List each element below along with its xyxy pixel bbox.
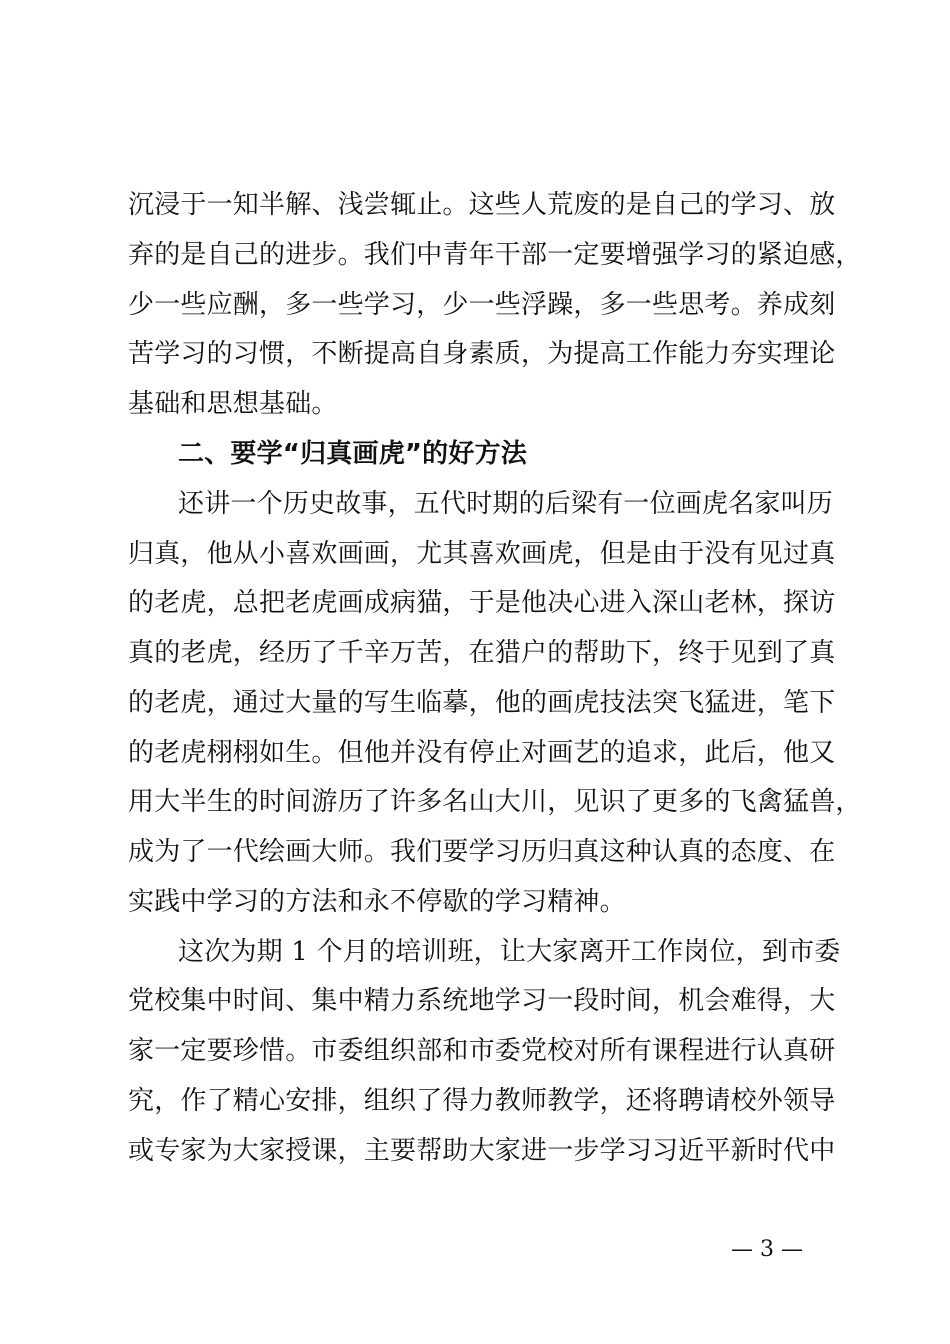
body-text-line: 还讲一个历史故事，五代时期的后梁有一位画虎名家叫历 — [178, 489, 834, 519]
page-number: — 3 — — [731, 1237, 803, 1262]
body-text-line: 的老虎，总把老虎画成病猫，于是他决心进入深山老林，探访 — [128, 588, 836, 618]
body-text-line: 苦学习的习惯，不断提高自身素质，为提高工作能力夯实理论 — [128, 339, 836, 369]
body-text-line: 归真，他从小喜欢画画，尤其喜欢画虎，但是由于没有见过真 — [128, 539, 836, 569]
body-text-line: 基础和思想基础。 — [128, 389, 338, 419]
body-text-line: 这次为期 1 个月的培训班，让大家离开工作岗位，到市委 — [178, 937, 841, 967]
section-heading: 二、要学“归真画虎”的好方法 — [178, 439, 527, 469]
body-text-line: 究，作了精心安排，组织了得力教师教学，还将聘请校外领导 — [128, 1086, 836, 1116]
body-text-line: 实践中学习的方法和永不停歇的学习精神。 — [128, 887, 626, 917]
body-text-line: 家一定要珍惜。市委组织部和市委党校对所有课程进行认真研 — [128, 1036, 836, 1066]
body-text-line: 沉浸于一知半解、浅尝辄止。这些人荒废的是自己的学习、放 — [128, 190, 836, 220]
body-text-line: 或专家为大家授课，主要帮助大家进一步学习习近平新时代中 — [128, 1136, 836, 1166]
body-text-line: 真的老虎，经历了千辛万苦，在猎户的帮助下，终于见到了真 — [128, 638, 836, 668]
body-text-line: 的老虎栩栩如生。但他并没有停止对画艺的追求，此后，他又 — [128, 738, 836, 768]
body-text-line: 弃的是自己的进步。我们中青年干部一定要增强学习的紧迫感， — [128, 240, 862, 270]
body-text-line: 成为了一代绘画大师。我们要学习历归真这种认真的态度、在 — [128, 837, 836, 867]
body-text-line: 的老虎，通过大量的写生临摹，他的画虎技法突飞猛进，笔下 — [128, 688, 836, 718]
body-text-line: 少一些应酬，多一些学习，少一些浮躁，多一些思考。养成刻 — [128, 290, 836, 320]
body-text-line: 用大半生的时间游历了许多名山大川，见识了更多的飞禽猛兽， — [128, 787, 862, 817]
body-text-line: 党校集中时间、集中精力系统地学习一段时间，机会难得，大 — [128, 986, 836, 1016]
